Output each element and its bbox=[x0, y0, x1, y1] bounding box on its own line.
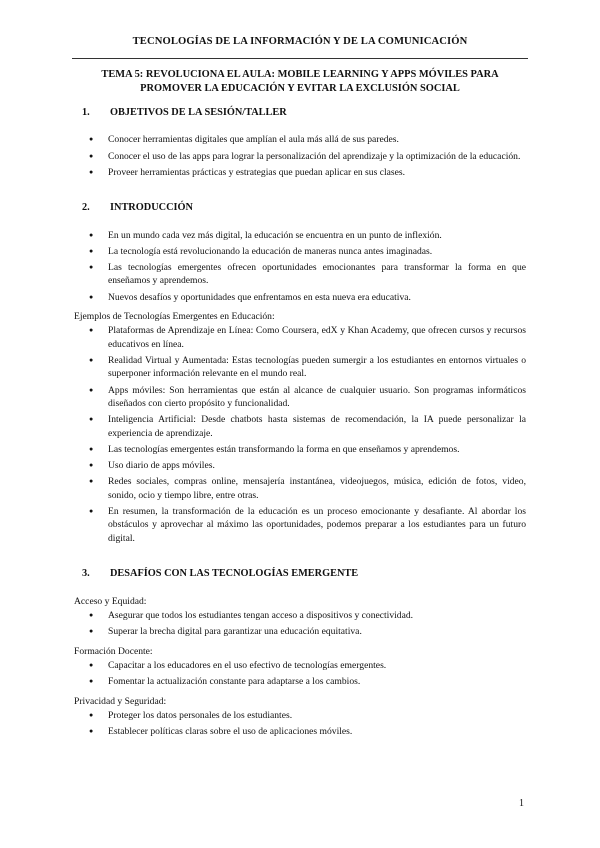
list-item: ● Apps móviles: Son herramientas que están al alcance de cualquier usuario. Son programas informáticos diseñados con cierto propósito y funcionalidad. bbox=[74, 384, 526, 411]
list-item: ● La tecnología está revolucionando la educación de maneras nunca antes imaginadas. bbox=[74, 245, 526, 258]
list-item: ● En un mundo cada vez más digital, la educación se encuentra en un punto de inflexión. bbox=[74, 229, 526, 242]
list-item: ● Capacitar a los educadores en el uso efectivo de tecnologías emergentes. bbox=[74, 659, 526, 672]
list-item: ● Establecer políticas claras sobre el uso de aplicaciones móviles. bbox=[74, 725, 526, 738]
group-label-access: Acceso y Equidad: bbox=[74, 595, 147, 607]
introduction-list bbox=[74, 229, 526, 304]
list-item: ● Conocer el uso de las apps para lograr la personalización del aprendizaje y la optimización de la educación. bbox=[74, 150, 526, 163]
list-item: ● Redes sociales, compras online, mensajería instantánea, videojuegos, música, edición de fotos, video, sonido, ocio y tiempo libre, entre otras. bbox=[74, 475, 526, 502]
list-item: ● Superar la brecha digital para garantizar una educación equitativa. bbox=[74, 625, 526, 638]
section-number: 1. bbox=[82, 107, 90, 118]
group-label-training: Formación Docente: bbox=[74, 645, 153, 657]
list-item: ● Las tecnologías emergentes están transformando la forma en que enseñamos y aprendemos. bbox=[74, 443, 526, 456]
list-item: ● Plataformas de Aprendizaje en Línea: Como Coursera, edX y Khan Academy, que ofrecen cursos y recursos educativos en línea. bbox=[74, 324, 526, 351]
section-heading-introduction bbox=[74, 201, 526, 214]
list-item: ● Asegurar que todos los estudiantes tengan acceso a dispositivos y conectividad. bbox=[74, 609, 526, 622]
section-number: 3. bbox=[82, 568, 90, 580]
training-list bbox=[74, 659, 526, 689]
list-item: ● Conocer herramientas digitales que amplían el aula más allá de sus paredes. bbox=[74, 133, 526, 146]
header-divider bbox=[72, 58, 528, 59]
section-heading-objectives bbox=[74, 106, 526, 119]
document-body bbox=[74, 68, 526, 745]
examples-list bbox=[74, 324, 526, 545]
section-heading-challenges bbox=[74, 567, 526, 580]
page-number: 1 bbox=[519, 798, 524, 809]
topic-title bbox=[74, 68, 526, 96]
section-title: INTRODUCCIÓN bbox=[110, 202, 193, 214]
topic-title-line-1: TEMA 5: REVOLUCIONA EL AULA: MOBILE LEARNING Y APPS MÓVILES PARA bbox=[101, 69, 499, 80]
list-item: ● Nuevos desafíos y oportunidades que enfrentamos en esta nueva era educativa. bbox=[74, 291, 526, 304]
section-title: DESAFÍOS CON LAS TECNOLOGÍAS EMERGENTE bbox=[110, 568, 359, 580]
list-item: ● Proteger los datos personales de los estudiantes. bbox=[74, 709, 526, 722]
objectives-list bbox=[74, 133, 526, 179]
page-header-title: TECNOLOGÍAS DE LA INFORMACIÓN Y DE LA COMUNICACIÓN bbox=[132, 36, 468, 47]
examples-label: Ejemplos de Tecnologías Emergentes en Educación: bbox=[74, 311, 275, 323]
list-item: ● En resumen, la transformación de la educación es un proceso emocionante y desafiante. Al abordar los obstáculos y aprovechar al máximo las oportunidades, podemos preparar a los estudiantes para un futuro digital. bbox=[74, 505, 526, 545]
list-item: ● Realidad Virtual y Aumentada: Estas tecnologías pueden sumergir a los estudiantes en entornos virtuales o superponer información relevante en el mundo real. bbox=[74, 354, 526, 381]
section-title: OBJETIVOS DE LA SESIÓN/TALLER bbox=[110, 107, 287, 118]
list-item: ● Inteligencia Artificial: Desde chatbots hasta sistemas de recomendación, la IA puede personalizar la experiencia de aprendizaje. bbox=[74, 413, 526, 440]
section-number: 2. bbox=[82, 202, 90, 214]
list-item: ● Fomentar la actualización constante para adaptarse a los cambios. bbox=[74, 675, 526, 688]
privacy-list bbox=[74, 709, 526, 739]
list-item: ● Proveer herramientas prácticas y estrategias que puedan aplicar en sus clases. bbox=[74, 166, 526, 179]
list-item: ● Uso diario de apps móviles. bbox=[74, 459, 526, 472]
topic-title-line-2: PROMOVER LA EDUCACIÓN Y EVITAR LA EXCLUSIÓN SOCIAL bbox=[140, 83, 460, 94]
list-item: ● Las tecnologías emergentes ofrecen oportunidades emocionantes para transformar la forma en que enseñamos y aprendemos. bbox=[74, 261, 526, 288]
access-list bbox=[74, 609, 526, 639]
group-label-privacy: Privacidad y Seguridad: bbox=[74, 695, 167, 707]
